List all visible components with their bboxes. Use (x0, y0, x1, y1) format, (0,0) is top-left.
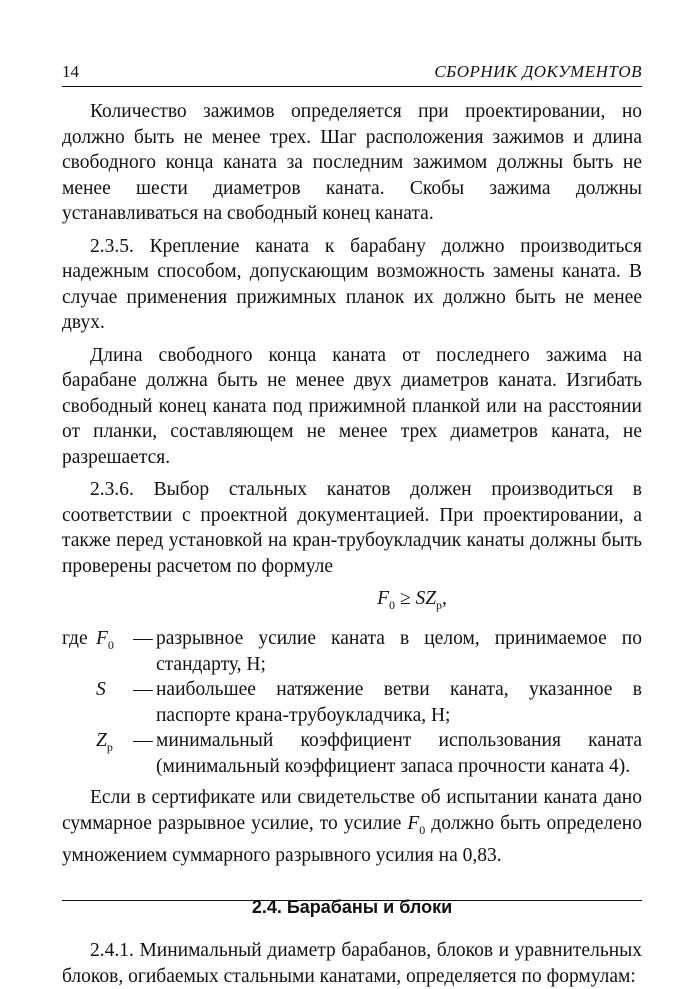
formula-lhs-sub: 0 (388, 597, 395, 612)
definition-row (62, 677, 642, 728)
definition-text: наибольшее натяжение ветви каната, указанное в паспорте крана-трубоукладчика, Н; (156, 679, 642, 726)
body-text (62, 99, 642, 989)
running-title: СБОРНИК ДОКУМЕНТОВ (434, 62, 642, 81)
definition-text: разрывное усилие каната в целом, принимаемое по стандарту, Н; (156, 628, 642, 675)
inline-symbol-f0: $F_0$ (407, 812, 426, 837)
definition-dash: — (133, 628, 153, 650)
definition-symbol: $F_0$ (96, 628, 114, 653)
formula-lhs: F (377, 588, 389, 609)
definition-text: минимальный коэффициент использования каната (минимальный коэффициент запаса прочности каната 4). (156, 730, 642, 777)
paragraph-2-4-1: 2.4.1. Минимальный диаметр барабанов, блоков и уравнительных блоков, огибаемых стальными канатами, определяется по формулам: (62, 940, 642, 987)
paragraph-2-3-5: 2.3.5. Крепление каната к барабану должно производиться надежным способом, допускающим возможность замены каната. В случае применения прижимных планок их должно быть не менее двух. (62, 235, 642, 333)
formula-operator: ≥ (394, 588, 416, 609)
definition-symbol: $Z_p$ (96, 730, 113, 755)
definition-row (62, 728, 642, 779)
paragraph-certificate: Если в сертификате или свидетельстве об испытании каната дано суммарное разрывное усилие, то усилие $F_0$ должно быть определено умножением суммарного разрывного усилия на 0,83. (62, 787, 642, 867)
formula-tail: , (442, 588, 447, 609)
definition-dash: — (133, 679, 153, 701)
section-heading: 2.4. Барабаны и блоки (251, 896, 453, 917)
running-header (62, 62, 642, 87)
definitions-lead: где (62, 628, 88, 650)
definition-dash: — (133, 730, 153, 752)
bottom-rule (62, 900, 642, 901)
paragraph-free-end-length: Длина свободного конца каната от последнего зажима на барабане должна быть не менее двух диаметров каната. Изгибать свободный конец каната под прижимной планкой или на расстоянии от планки, составляющем не менее трех диаметров каната, не разрешается. (62, 344, 642, 468)
definition-symbol: S (96, 679, 106, 701)
paragraph-clamps-count: Количество зажимов определяется при проектировании, но должно быть не менее трех. Шаг расположения зажимов и длина свободного конца каната за последним зажимом должны быть не менее шести диаметров каната. Скобы зажима должны устанавливаться на свободный конец каната. (62, 101, 642, 224)
formula-rhs-sub: p (436, 597, 443, 612)
page-number: 14 (62, 62, 79, 81)
formula-rhs: SZ (415, 588, 437, 609)
paragraph-2-3-6: 2.3.6. Выбор стальных канатов должен производиться в соответствии с проектной документацией. При проектировании, а также перед установкой на кран-трубоукладчик канаты должны быть проверены расчетом по формуле (62, 479, 642, 577)
definitions-list (62, 626, 642, 779)
formula-rope-strength (182, 586, 642, 618)
definition-row (62, 626, 642, 677)
